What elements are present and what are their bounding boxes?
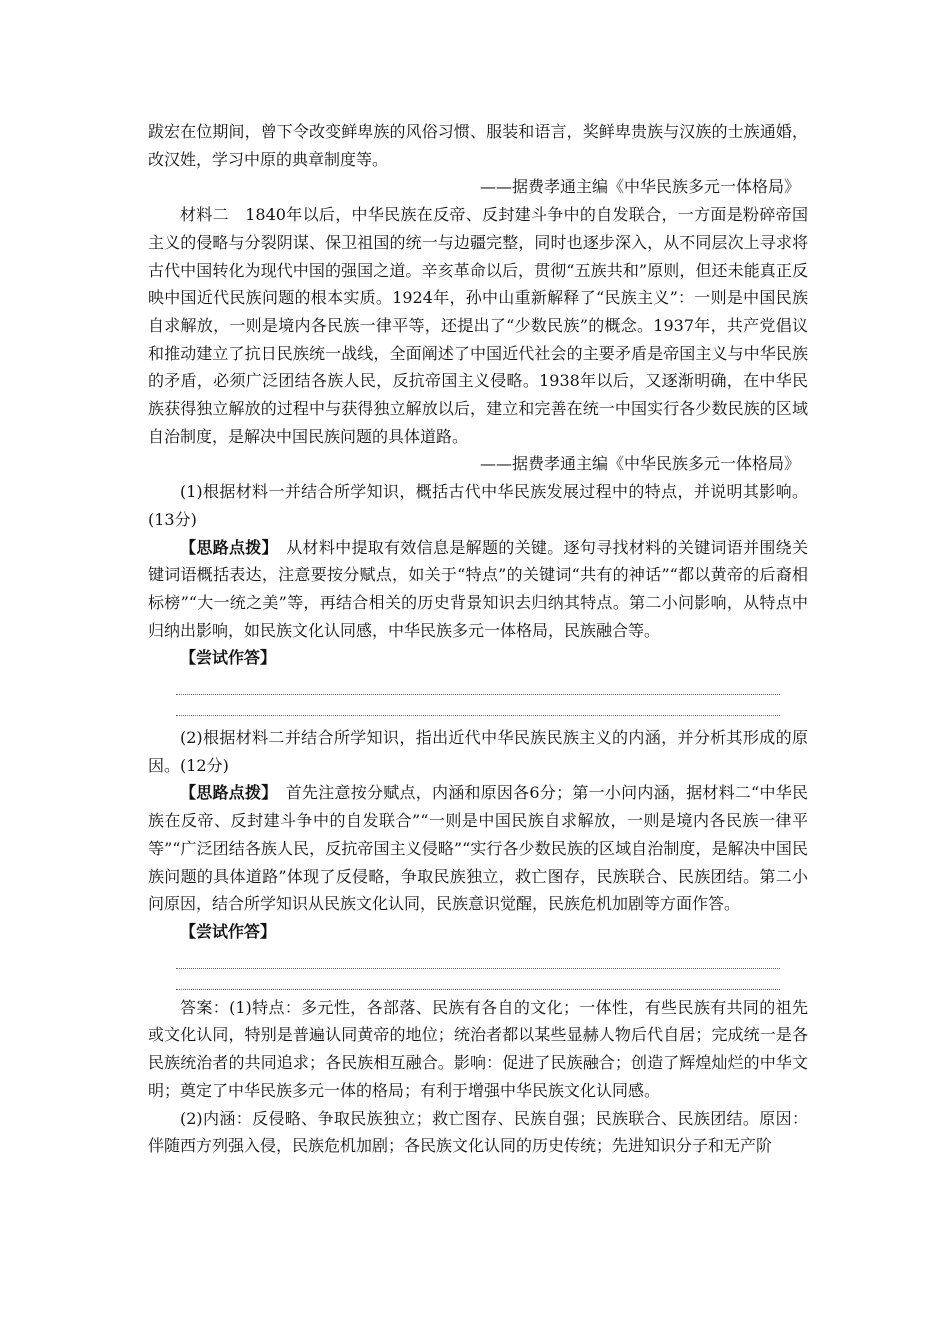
question-1: (1)根据材料一并结合所学知识，概括古代中华民族发展过程中的特点，并说明其影响。(13分): [148, 482, 808, 529]
source-citation-1: ——据费孝通主编《中华民族多元一体格局》: [479, 177, 800, 197]
material-two: 材料二 1840年以后，中华民族在反帝、反封建斗争中的自发联合，一方面是粉碎帝国主义的侵略与分裂阴谋、保卫祖国的统一与边疆完整，同时也逐步深入，从不同层次上寻求将古代中国转化为现代中国的强国之道。辛亥革命以后，贯彻“五族共和”原则，但还未能真正反映中国近代民族问题的根本实质。1924年，孙中山重新解释了“民族主义”：一则是中国民族自求解放，一则是境内各民族一律平等，还提出了“少数民族”的概念。1937年，共产党倡议和推动建立了抗日民族统一战线，全面阐述了中国近代社会的主要矛盾是帝国主义与中华民族的矛盾，必须广泛团结各族人民，反抗帝国主义侵略。1938年以后，又逐渐明确，在中华民族获得独立解放的过程中与获得独立解放以后，建立和完善在统一中国实行各少数民族的区域自治制度，是解决中国民族问题的具体道路。: [148, 205, 808, 446]
hint-1: [148, 534, 808, 645]
try-answer-label-1: 【尝试作答】: [180, 648, 277, 668]
hint-2: [148, 779, 808, 918]
hint-2-text: 首先注意按分赋点，内涵和原因各6分；第一小问内涵，据材料二“中华民族在反帝、反封建斗争中的自发联合”“一则是中国民族自求解放，一则是境内各民族一律平等”“广泛团结各族人民，反抗帝国主义侵略”“实行各少数民族的区域自治制度，是解决中国民族问题的具体道路”体现了反侵略，争取民族独立，救亡图存，民族联合、民族团结。第二小问原因，结合所学知识从民族文化认同，民族意识觉醒，民族危机加剧等方面作答。: [148, 783, 808, 914]
material-one-continuation: 跋宏在位期间，曾下令改变鲜卑族的风俗习惯、服装和语言，奖鲜卑贵族与汉族的士族通婚，改汉姓，学习中原的典章制度等。: [148, 122, 808, 169]
answer-2: (2)内涵：反侵略、争取民族独立；救亡图存、民族自强；民族联合、民族团结。原因：伴随西方列强入侵，民族危机加剧；各民族文化认同的历史传统；先进知识分子和无产阶: [148, 1108, 808, 1156]
hint-1-text: 从材料中提取有效信息是解题的关键。逐句寻找材料的关键词语并围绕关键词语概括表达，注意要按分赋点，如关于“特点”的关键词“共有的神话”“都以黄帝的后裔相标榜”“大一统之美”等，再结合相关的历史背景知识去归纳其特点。第二小问影响，从特点中归纳出影响，如民族文化认同感，中华民族多元一体格局，民族融合等。: [148, 537, 808, 640]
hint-label: 【思路点拨】: [180, 537, 270, 557]
document-page: [148, 118, 808, 1160]
try-answer-label-2: 【尝试作答】: [180, 921, 277, 941]
answer-1: 答案：(1)特点：多元性，各部落、民族有各自的文化；一体性，有些民族有共同的祖先或文化认同，特别是普遍认同黄帝的地位；统治者都以某些显赫人物后代自居；完成统一是各民族统治者的共同追求；各民族相互融合。影响：促进了民族融合；创造了辉煌灿烂的中华文明；奠定了中华民族多元一体的格局；有利于增强中华民族文化认同感。: [148, 997, 808, 1100]
hint-label: 【思路点拨】: [180, 783, 270, 803]
source-citation-2: ——据费孝通主编《中华民族多元一体格局》: [479, 454, 800, 474]
question-2: (2)根据材料二并结合所学知识，指出近代中华民族民族主义的内涵，并分析其形成的原因。(12分): [148, 728, 808, 775]
